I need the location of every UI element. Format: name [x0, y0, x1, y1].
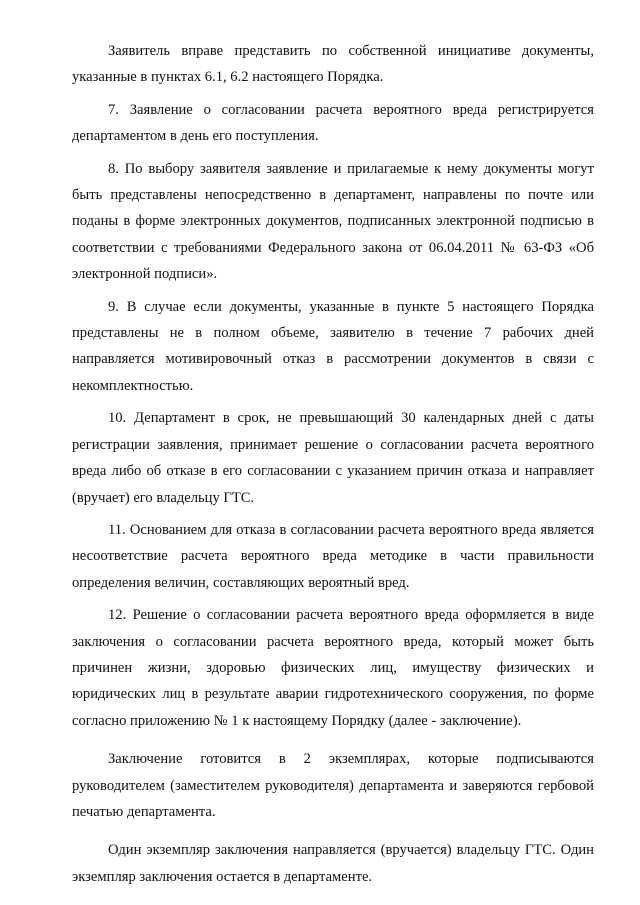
paragraph-7-registration: 7. Заявление о согласовании расчета вероятного вреда регистрируется департаментом в день его поступления.: [72, 101, 594, 145]
paragraph-11-refusal-grounds: 11. Основанием для отказа в согласовании расчета вероятного вреда является несоответствие расчета вероятного вреда методике в части правильности определения величин, составляющих вероятный вред.: [72, 521, 594, 591]
paragraph-12-conclusion: 12. Решение о согласовании расчета вероятного вреда оформляется в виде заключения о согласовании расчета вероятного вреда, который может быть причинен жизни, здоровью физических лиц, имуществу физических и юридических лиц в результате аварии гидротехнического сооружения, по форме согласно приложению № 1 к настоящему Порядку (далее - заключение).: [72, 607, 594, 729]
paragraph-9-incomplete: 9. В случае если документы, указанные в пункте 5 настоящего Порядка представлены не в полном объеме, заявителю в течение 7 рабочих дней направляется мотивировочный отказ в рассмотрении документов в связи с некомплектностью.: [72, 298, 594, 394]
paragraph-applicant-initiative: Заявитель вправе представить по собственной инициативе документы, указанные в пунктах 6.1, 6.2 настоящего Порядка.: [72, 43, 594, 86]
paragraph-10-decision: 10. Департамент в срок, не превышающий 30 календарных дней с даты регистрации заявления, принимает решение о согласовании расчета вероятного вреда либо об отказе в его согласовании с указанием причин отказа и направляет (вручает) его владельцу ГТС.: [72, 410, 594, 506]
paragraph-copy-distribution: Один экземпляр заключения направляется (вручается) владельцу ГТС. Один экземпляр заключения остается в департаменте.: [72, 842, 594, 885]
document-body: [72, 38, 594, 890]
paragraph-8-submission: 8. По выбору заявителя заявление и прилагаемые к нему документы могут быть представлены непосредственно в департамент, направлены по почте или поданы в форме электронных документов, подписанных электронной подписью в соответствии с требованиями Федерального закона от 06.04.2011 № 63-ФЗ «Об электронной подписи».: [72, 160, 594, 283]
paragraph-conclusion-copies: Заключение готовится в 2 экземплярах, которые подписываются руководителем (заместителем руководителя) департамента и заверяются гербовой печатью департамента.: [72, 751, 594, 820]
